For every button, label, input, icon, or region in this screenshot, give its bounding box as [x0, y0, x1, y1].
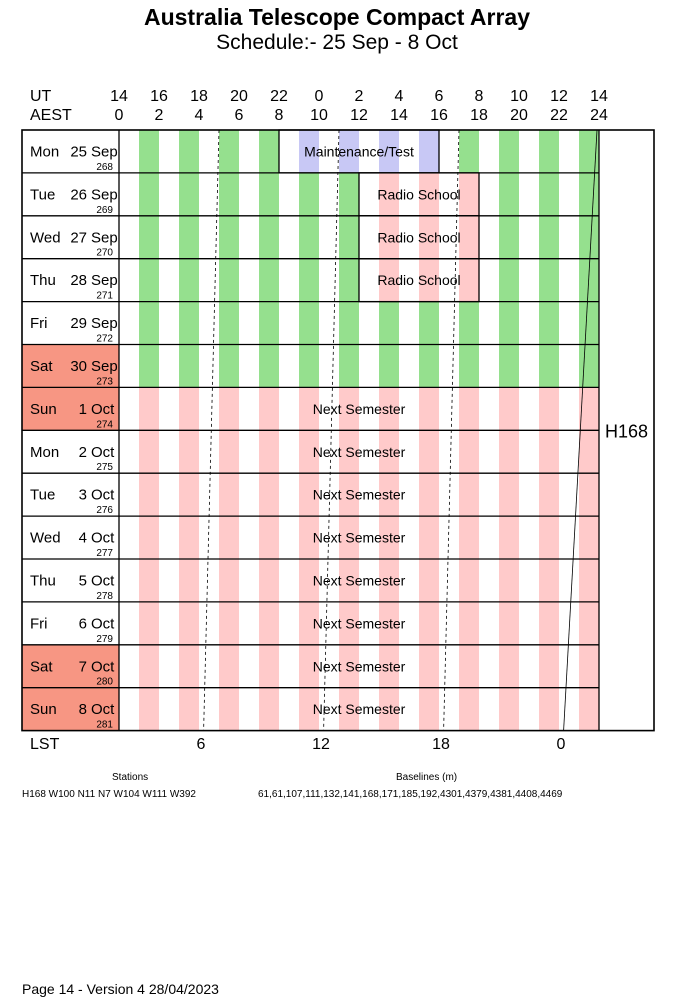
hour-stripe	[419, 602, 439, 645]
aest-tick: 0	[114, 107, 124, 124]
hour-stripe	[139, 559, 159, 602]
row-weekday: Wed	[30, 229, 61, 247]
hour-stripe	[219, 259, 239, 302]
hour-stripe	[179, 216, 199, 259]
row-day-number: 276	[96, 505, 113, 517]
baselines-list: 61,61,107,111,132,141,168,171,185,192,4301,4379,4381,4408,4469	[258, 789, 563, 800]
hour-stripe	[579, 645, 599, 688]
row-day-number: 279	[96, 633, 113, 645]
hour-stripe	[299, 259, 319, 302]
aest-tick: 4	[194, 107, 204, 124]
hour-stripe	[179, 602, 199, 645]
ut-tick: 20	[230, 88, 248, 105]
hour-stripe	[259, 216, 279, 259]
hour-stripe	[459, 602, 479, 645]
hour-stripe	[459, 559, 479, 602]
lst-tick: 12	[312, 736, 330, 753]
hour-stripe	[259, 302, 279, 345]
hour-stripe	[499, 302, 519, 345]
hour-stripe	[219, 173, 239, 216]
row-day: 5	[78, 572, 87, 590]
hour-stripe	[499, 345, 519, 388]
hour-stripe	[299, 302, 319, 345]
row-day: 28	[70, 272, 87, 290]
hour-stripe	[499, 688, 519, 731]
row-day: 29	[70, 315, 87, 333]
hour-stripe	[579, 602, 599, 645]
event-label: Next Semester	[312, 443, 406, 460]
ut-tick: 14	[590, 88, 608, 105]
page-title: Australia Telescope Compact Array	[143, 4, 531, 30]
aest-tick: 8	[274, 107, 284, 124]
row-month: Sep	[91, 315, 118, 333]
hour-stripe	[259, 645, 279, 688]
row-day-number: 268	[96, 161, 113, 173]
hour-stripe	[579, 473, 599, 516]
ut-tick: 22	[270, 88, 288, 105]
aest-tick: 10	[310, 107, 328, 124]
row-day: 4	[78, 529, 87, 547]
hour-stripe	[219, 516, 239, 559]
row-month: Sep	[91, 229, 118, 247]
ut-tick: 4	[394, 88, 404, 105]
hour-stripe	[539, 387, 559, 430]
hour-stripe	[139, 345, 159, 388]
hour-stripe	[419, 430, 439, 473]
hour-stripe	[539, 645, 559, 688]
hour-stripe	[339, 216, 359, 259]
event-label: Next Semester	[312, 572, 406, 589]
schedule-subtitle: Schedule:- 25 Sep - 8 Oct	[216, 31, 458, 54]
hour-stripe	[219, 645, 239, 688]
event-label: Next Semester	[312, 701, 406, 718]
baselines-heading: Baselines (m)	[396, 772, 458, 783]
hour-stripe	[259, 688, 279, 731]
aest-tick: 24	[590, 107, 608, 124]
row-month: Oct	[91, 701, 115, 719]
row-day: 27	[70, 229, 87, 247]
row-weekday: Thu	[30, 272, 56, 290]
hour-stripe	[499, 430, 519, 473]
hour-stripe	[179, 645, 199, 688]
hour-stripe	[139, 259, 159, 302]
ut-tick: 16	[150, 88, 168, 105]
aest-tick: 16	[430, 107, 448, 124]
row-day: 30	[70, 357, 87, 375]
hour-stripe	[499, 173, 519, 216]
lst-axis-label: LST	[30, 736, 60, 753]
hour-stripe	[259, 559, 279, 602]
hour-stripe	[579, 302, 599, 345]
hour-stripe	[219, 345, 239, 388]
hour-stripe	[419, 645, 439, 688]
row-month: Oct	[91, 443, 115, 461]
row-day: 2	[78, 443, 87, 461]
hour-stripe	[139, 645, 159, 688]
ut-tick: 12	[550, 88, 568, 105]
event-label: Radio School	[377, 186, 461, 203]
lst-tick: 18	[432, 736, 450, 753]
row-weekday: Sun	[30, 701, 57, 719]
event-label: Next Semester	[312, 615, 406, 632]
aest-tick: 22	[550, 107, 568, 124]
hour-stripe	[419, 688, 439, 731]
hour-stripe	[219, 430, 239, 473]
hour-stripe	[139, 130, 159, 173]
hour-stripe	[179, 302, 199, 345]
ut-tick: 6	[434, 88, 444, 105]
hour-stripe	[419, 345, 439, 388]
hour-stripe	[539, 688, 559, 731]
stations-list: H168 W100 N11 N7 W104 W111 W392	[22, 789, 196, 800]
hour-stripe	[499, 602, 519, 645]
row-day: 8	[78, 701, 87, 719]
page-footer: Page 14 - Version 4 28/04/2023	[22, 981, 219, 997]
row-weekday: Sun	[30, 400, 57, 418]
row-day: 6	[78, 615, 87, 633]
hour-stripe	[579, 559, 599, 602]
hour-stripe	[419, 387, 439, 430]
row-day: 7	[78, 658, 87, 676]
ut-tick: 18	[190, 88, 208, 105]
ut-tick: 8	[474, 88, 484, 105]
hour-stripe	[139, 473, 159, 516]
row-weekday: Wed	[30, 529, 61, 547]
hour-stripe	[459, 516, 479, 559]
row-month: Sep	[91, 143, 118, 161]
hour-stripe	[539, 430, 559, 473]
event-stripe	[419, 130, 439, 173]
row-weekday: Thu	[30, 572, 56, 590]
hour-stripe	[219, 602, 239, 645]
hour-stripe	[459, 430, 479, 473]
hour-stripe	[179, 688, 199, 731]
row-month: Oct	[91, 529, 115, 547]
aest-tick: 14	[390, 107, 408, 124]
row-weekday: Tue	[30, 486, 56, 504]
hour-stripe	[179, 516, 199, 559]
ut-tick: 10	[510, 88, 528, 105]
hour-stripe	[539, 216, 559, 259]
hour-stripe	[259, 602, 279, 645]
hour-stripe	[339, 173, 359, 216]
hour-stripe	[139, 688, 159, 731]
hour-stripe	[499, 259, 519, 302]
row-weekday: Sat	[30, 357, 53, 375]
event-stripe	[459, 216, 479, 259]
hour-stripe	[579, 345, 599, 388]
hour-stripe	[259, 345, 279, 388]
hour-stripe	[179, 130, 199, 173]
lst-tick: 6	[196, 736, 206, 753]
hour-stripe	[219, 387, 239, 430]
event-label: Next Semester	[312, 658, 406, 675]
aest-tick: 2	[154, 107, 164, 124]
hour-stripe	[579, 430, 599, 473]
hour-stripe	[259, 259, 279, 302]
hour-stripe	[579, 516, 599, 559]
ut-axis-label: UT	[30, 88, 52, 105]
hour-stripe	[539, 173, 559, 216]
row-month: Oct	[91, 400, 115, 418]
hour-stripe	[259, 430, 279, 473]
row-weekday: Fri	[30, 615, 48, 633]
row-day-number: 269	[96, 204, 113, 216]
row-day-number: 272	[96, 333, 113, 345]
hour-stripe	[219, 473, 239, 516]
hour-stripe	[499, 516, 519, 559]
hour-stripe	[179, 387, 199, 430]
row-day: 3	[78, 486, 87, 504]
row-day: 1	[78, 400, 87, 418]
hour-stripe	[339, 302, 359, 345]
hour-stripe	[459, 130, 479, 173]
hour-stripe	[179, 473, 199, 516]
row-weekday: Tue	[30, 186, 56, 204]
hour-stripe	[179, 173, 199, 216]
hour-stripe	[499, 387, 519, 430]
row-day-number: 270	[96, 247, 113, 259]
hour-stripe	[339, 345, 359, 388]
event-label: Radio School	[377, 272, 461, 289]
hour-stripe	[419, 473, 439, 516]
aest-tick: 12	[350, 107, 368, 124]
event-label: Maintenance/Test	[304, 143, 414, 160]
stations-heading: Stations	[112, 772, 149, 783]
hour-stripe	[419, 302, 439, 345]
ut-tick: 2	[354, 88, 364, 105]
hour-stripe	[219, 559, 239, 602]
hour-stripe	[299, 345, 319, 388]
hour-stripe	[459, 345, 479, 388]
aest-axis-label: AEST	[30, 107, 72, 124]
hour-stripe	[499, 130, 519, 173]
hour-stripe	[139, 173, 159, 216]
hour-stripe	[579, 173, 599, 216]
row-weekday: Mon	[30, 143, 60, 161]
row-month: Sep	[91, 186, 118, 204]
row-month: Oct	[91, 572, 115, 590]
hour-stripe	[139, 430, 159, 473]
row-weekday: Fri	[30, 315, 48, 333]
row-day: 26	[70, 186, 87, 204]
hour-stripe	[379, 302, 399, 345]
row-month: Oct	[91, 615, 115, 633]
hour-stripe	[219, 688, 239, 731]
hour-stripe	[179, 345, 199, 388]
hour-stripe	[259, 387, 279, 430]
event-label: Next Semester	[312, 529, 406, 546]
hour-stripe	[539, 302, 559, 345]
row-day-number: 271	[96, 290, 113, 302]
aest-tick: 6	[234, 107, 244, 124]
hour-stripe	[139, 516, 159, 559]
hour-stripe	[379, 345, 399, 388]
ut-tick: 0	[314, 88, 324, 105]
row-day-number: 277	[96, 548, 113, 559]
row-day-number: 281	[96, 719, 113, 731]
hour-stripe	[499, 645, 519, 688]
hour-stripe	[459, 473, 479, 516]
hour-stripe	[259, 130, 279, 173]
hour-stripe	[579, 216, 599, 259]
hour-stripe	[539, 473, 559, 516]
lst-tick: 0	[556, 736, 566, 753]
event-stripe	[459, 259, 479, 302]
hour-stripe	[139, 387, 159, 430]
hour-stripe	[539, 559, 559, 602]
hour-stripe	[299, 216, 319, 259]
hour-stripe	[219, 302, 239, 345]
hour-stripe	[459, 387, 479, 430]
hour-stripe	[499, 559, 519, 602]
row-day-number: 274	[96, 419, 113, 431]
hour-stripe	[219, 130, 239, 173]
event-label: Next Semester	[312, 400, 406, 417]
event-stripe	[459, 173, 479, 216]
hour-stripe	[259, 473, 279, 516]
hour-stripe	[179, 559, 199, 602]
row-month: Oct	[91, 658, 115, 676]
hour-stripe	[139, 216, 159, 259]
hour-stripe	[339, 259, 359, 302]
hour-stripe	[299, 173, 319, 216]
hour-stripe	[219, 216, 239, 259]
hour-stripe	[259, 173, 279, 216]
aest-tick: 18	[470, 107, 488, 124]
row-month: Oct	[91, 486, 115, 504]
hour-stripe	[139, 302, 159, 345]
hour-stripe	[499, 473, 519, 516]
hour-stripe	[539, 602, 559, 645]
ut-tick: 14	[110, 88, 128, 105]
hour-stripe	[259, 516, 279, 559]
row-weekday: Sat	[30, 658, 53, 676]
array-config-label: H168	[604, 421, 649, 442]
event-label: Next Semester	[312, 486, 406, 503]
aest-tick: 20	[510, 107, 528, 124]
hour-stripe	[419, 559, 439, 602]
row-day-number: 280	[96, 676, 113, 688]
hour-stripe	[419, 516, 439, 559]
row-weekday: Mon	[30, 443, 60, 461]
row-day-number: 278	[96, 590, 113, 602]
row-month: Sep	[91, 272, 118, 290]
row-day-number: 275	[96, 462, 113, 474]
hour-stripe	[539, 259, 559, 302]
hour-stripe	[539, 516, 559, 559]
row-day-number: 273	[96, 376, 113, 388]
hour-stripe	[579, 688, 599, 731]
row-day: 25	[70, 143, 87, 161]
row-month: Sep	[91, 357, 118, 375]
event-label: Radio School	[377, 229, 461, 246]
hour-stripe	[539, 345, 559, 388]
hour-stripe	[139, 602, 159, 645]
hour-stripe	[459, 688, 479, 731]
hour-stripe	[539, 130, 559, 173]
hour-stripe	[459, 302, 479, 345]
hour-stripe	[179, 259, 199, 302]
hour-stripe	[179, 430, 199, 473]
hour-stripe	[499, 216, 519, 259]
hour-stripe	[459, 645, 479, 688]
